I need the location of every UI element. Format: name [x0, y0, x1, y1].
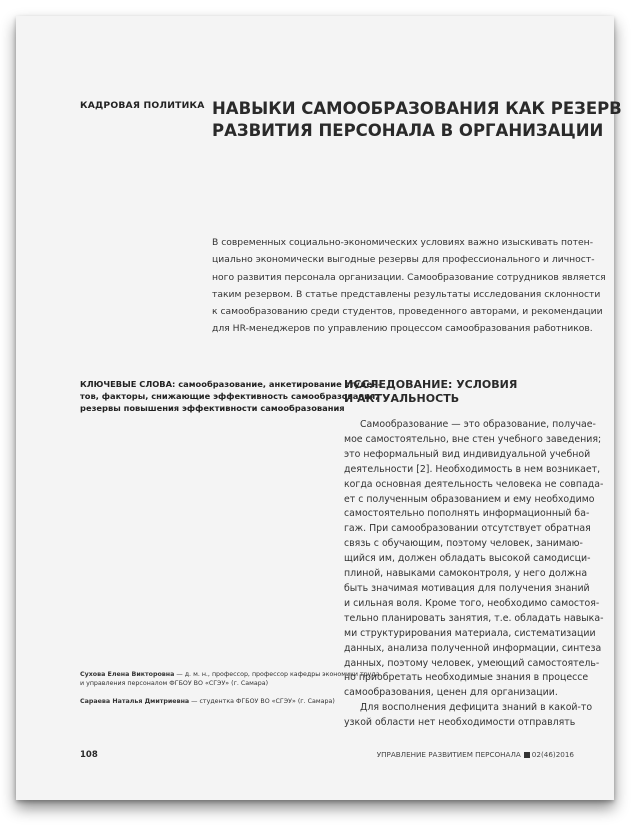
journal-name: УПРАВЛЕНИЕ РАЗВИТИЕМ ПЕРСОНАЛА: [376, 750, 521, 759]
keywords-line: тов, факторы, снижающие эффективность самообразования,: [80, 391, 379, 401]
abstract: [212, 234, 606, 338]
body-line: данных, анализа полученной информации, синтеза: [344, 642, 602, 654]
abstract-line: для HR-менеджеров по управлению процессом самообразования работников.: [212, 323, 593, 335]
page-number: 108: [80, 750, 98, 760]
body-line: ет с полученным образованием и ему необходимо: [344, 493, 595, 505]
keywords-line: КЛЮЧЕВЫЕ СЛОВА: самообразование, анкетирование студен-: [80, 379, 382, 389]
author-affiliation: — студентка ФГБОУ ВО «СГЭУ» (г. Самара): [189, 698, 335, 705]
body-line: узкой области нет необходимости отправлять: [344, 717, 576, 729]
body-line: ми структурирования материала, систематизации: [344, 627, 596, 639]
body-line: самостоятельно пополнять информационный ба-: [344, 508, 590, 520]
body-line: гаж. При самообразовании отсутствует обратная: [344, 523, 591, 535]
body-line: и сильная воля. Кроме того, необходимо самостоя-: [344, 597, 600, 609]
body-line: мое самостоятельно, вне стен учебного заведения;: [344, 433, 602, 445]
section-heading-line: ИССЛЕДОВАНИЕ: УСЛОВИЯ: [344, 378, 518, 391]
section-heading: [344, 378, 594, 406]
keywords-line: резервы повышения эффективности самообразования: [80, 403, 345, 413]
body-line: плиной, навыками самоконтроля, у него должна: [344, 568, 588, 580]
section-label: КАДРОВАЯ ПОЛИТИКА: [80, 100, 205, 111]
body-line: деятельности [2]. Необходимость в нем возникает,: [344, 463, 601, 475]
body-text: [344, 418, 604, 731]
body-line: Самообразование — это образование, получае-: [360, 419, 596, 430]
abstract-line: ного развития персонала организации. Самообразование сотрудников является: [212, 271, 606, 283]
article-title: [212, 98, 622, 142]
section-heading-line: И АКТУАЛЬНОСТЬ: [344, 392, 460, 405]
body-line: быть значимая мотивация для получения знаний: [344, 582, 590, 594]
body-line: тельно планировать занятия, т.е. обладать навыка-: [344, 612, 604, 624]
article-title-line: РАЗВИТИЯ ПЕРСОНАЛА В ОРГАНИЗАЦИИ: [212, 121, 604, 140]
body-line: это неформальный вид индивидуальной учебной: [344, 448, 591, 460]
abstract-line: таким резервом. В статье представлены результаты исследования склонности: [212, 288, 601, 300]
author-affiliation: и управления персоналом ФГБОУ ВО «СГЭУ» (г. Самара): [80, 680, 269, 687]
keywords: [80, 378, 382, 414]
body-line: когда основная деятельность человека не совпада-: [344, 478, 604, 490]
abstract-line: циально экономически выгодные резервы для профессионального и личност-: [212, 254, 595, 266]
article-title-line: НАВЫКИ САМООБРАЗОВАНИЯ КАК РЕЗЕРВ: [212, 99, 622, 118]
author-name: Сухова Елена Викторовна: [80, 671, 175, 678]
journal-footer: [377, 750, 574, 759]
body-line: связь с обучающим, поэтому человек, занимаю-: [344, 538, 583, 550]
abstract-line: к самообразованию среди студентов, проведенного авторами, и рекомендации: [212, 306, 603, 318]
square-bullet-icon: [524, 752, 530, 758]
journal-page: [16, 16, 622, 800]
author-name: Сараева Наталья Дмитриевна: [80, 698, 190, 705]
journal-issue: 02(46)2016: [531, 750, 574, 759]
author-line: [80, 697, 335, 706]
author-affiliation: — д. м. н., профессор, профессор кафедры экономики труда: [174, 671, 380, 678]
abstract-line: В современных социально-экономических условиях важно изыскивать потен-: [212, 237, 594, 248]
body-line: Для восполнения дефицита знаний в какой-то: [360, 702, 593, 714]
body-line: данных, поэтому человек, умеющий самостоятель-: [344, 657, 600, 669]
body-line: щийся им, должен обладать высокой самодисци-: [344, 553, 591, 565]
body-line: самообразования, ценен для организации.: [344, 687, 558, 699]
author-info: [80, 670, 380, 688]
author-line: [80, 670, 380, 679]
author-info: [80, 697, 335, 706]
body-line: но приобретать необходимые знания в процессе: [344, 672, 589, 684]
